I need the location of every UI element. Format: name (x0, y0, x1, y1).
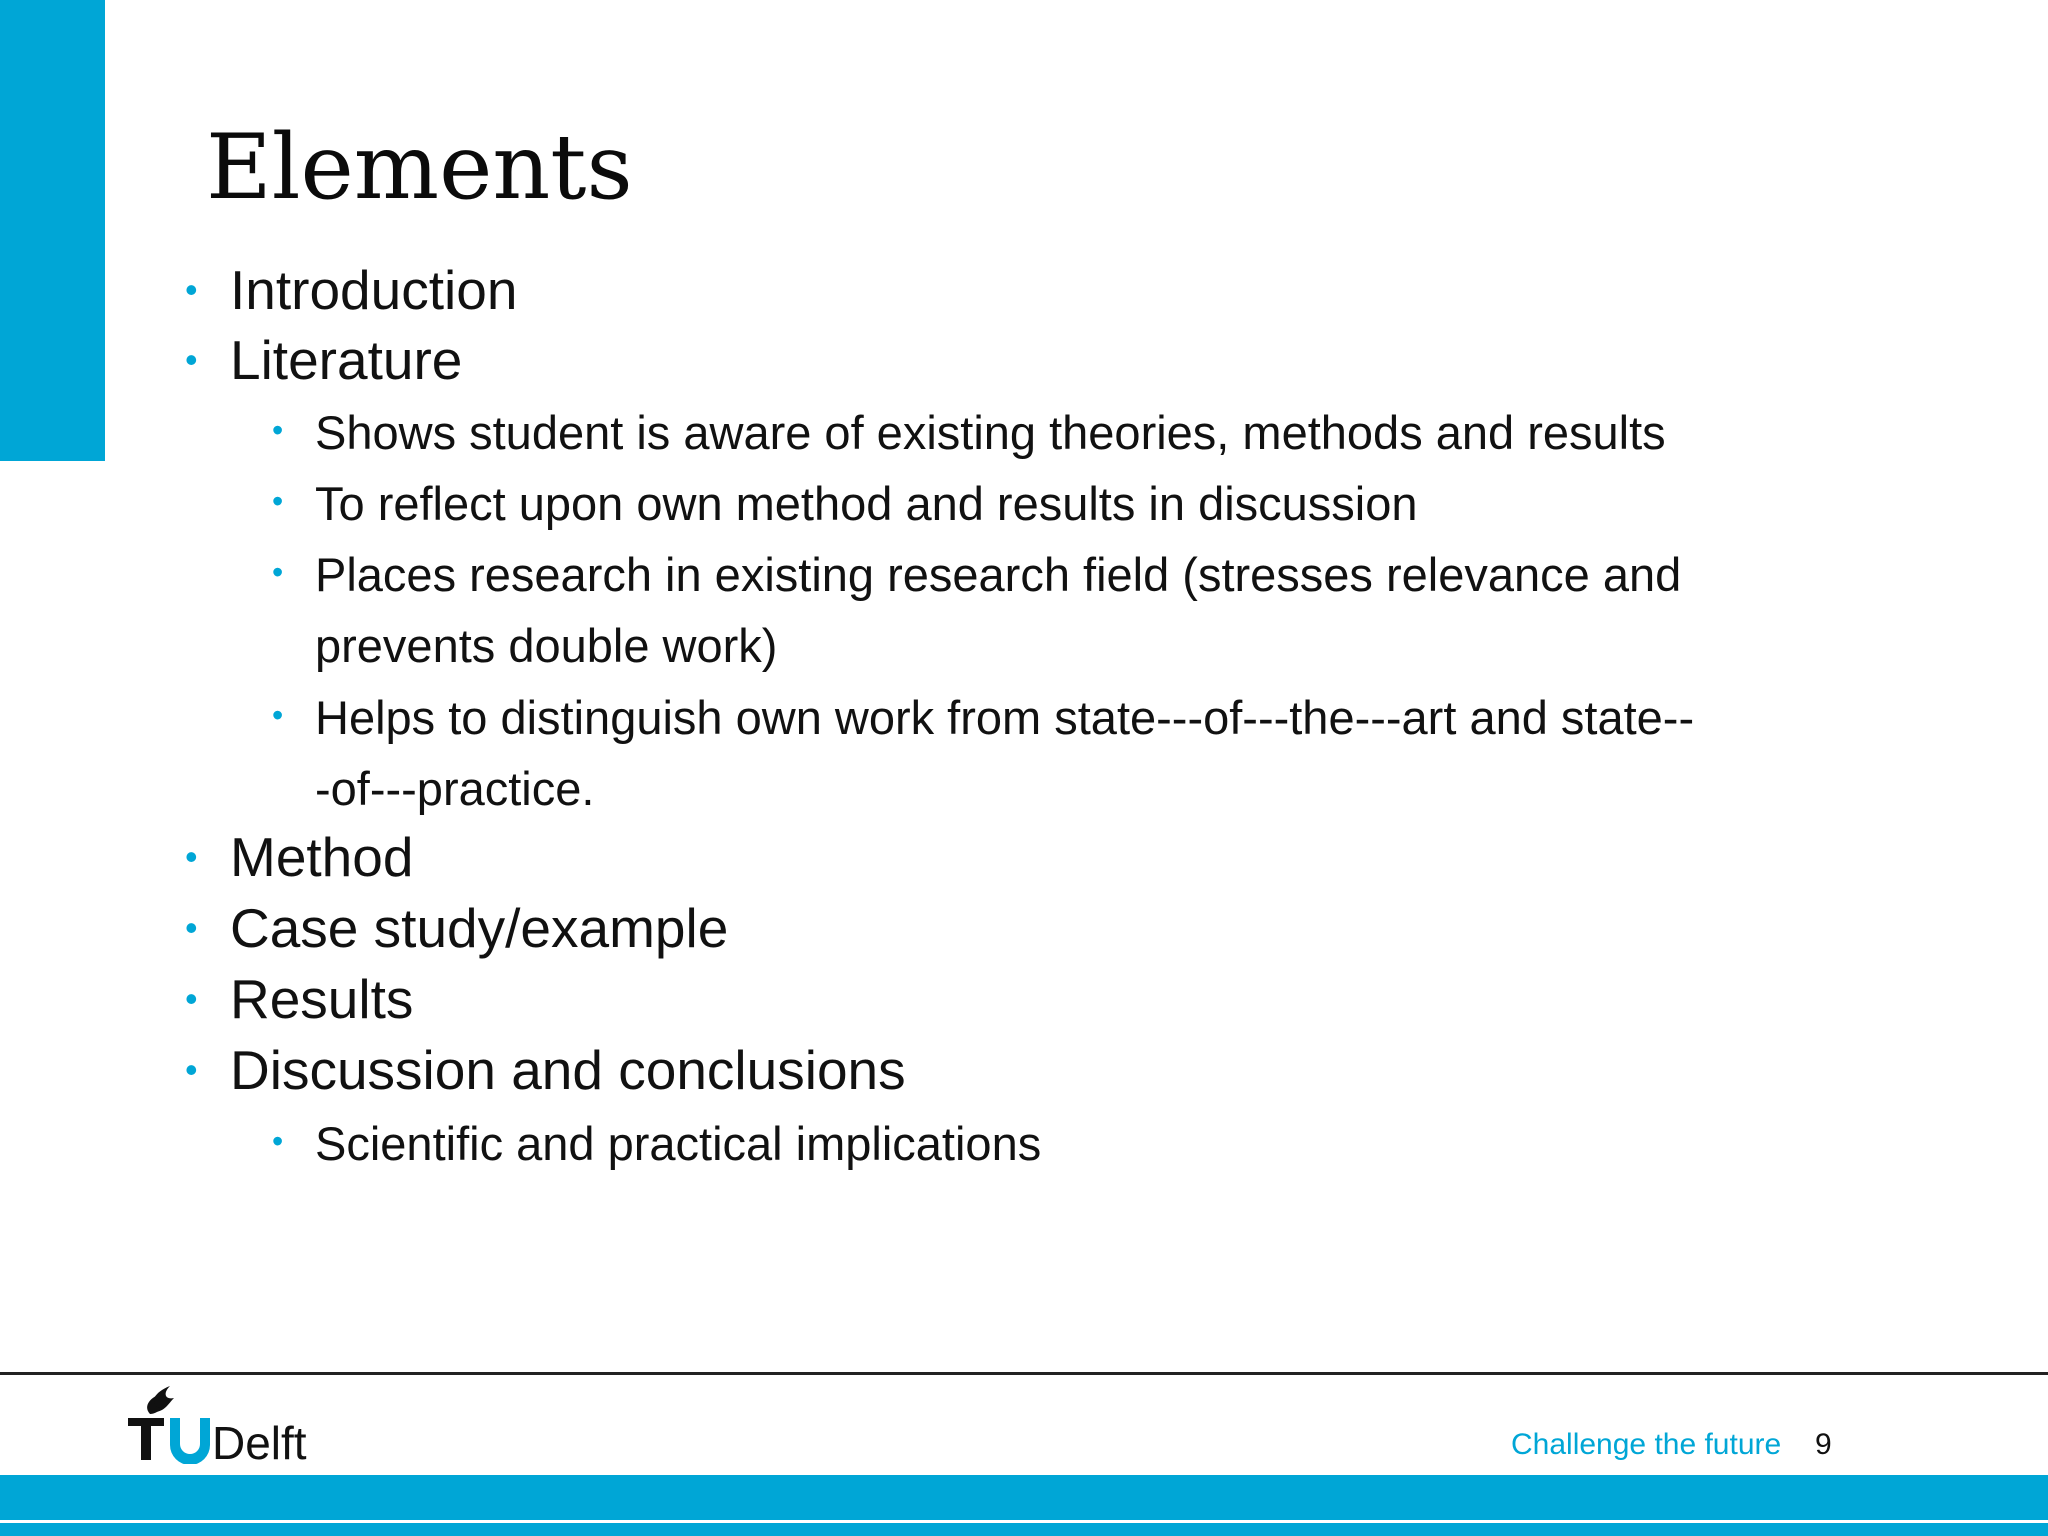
bullet-text: Introduction (230, 259, 518, 321)
bullet-item (185, 255, 518, 325)
page-number: 9 (1815, 1428, 1832, 1461)
sub-bullet-item (272, 468, 1815, 539)
sub-bullet-item (272, 682, 1695, 824)
bullet-text: Discussion and conclusions (230, 1039, 906, 1101)
bullet-dot-icon: • (185, 269, 198, 310)
sub-bullet-item (272, 1108, 1815, 1179)
bullet-dot-icon: • (185, 907, 198, 948)
bullet-item (185, 325, 463, 395)
bullet-text: To reflect upon own method and results in discussion (315, 477, 1418, 530)
bullet-dot-icon: • (185, 339, 198, 380)
bullet-text: Literature (230, 329, 463, 391)
svg-text:Delft: Delft (212, 1417, 307, 1464)
footer-band (0, 1475, 2048, 1520)
bullet-item (185, 893, 729, 963)
footer-divider (0, 1372, 2048, 1375)
bullet-text: Places research in existing research field (stresses relevance and prevents double work) (315, 548, 1682, 672)
tu-delft-logo-icon (126, 1382, 336, 1464)
bullet-text: Shows student is aware of existing theories, methods and results (315, 406, 1666, 459)
bullet-item (185, 964, 414, 1034)
bullet-dot-icon: • (185, 836, 198, 877)
bullet-text: Results (230, 968, 414, 1030)
bullet-item (185, 1035, 906, 1105)
bullet-text: Scientific and practical implications (315, 1117, 1042, 1170)
tu-delft-logo (126, 1382, 336, 1464)
bullet-dot-icon: • (272, 412, 284, 448)
sub-bullet-item (272, 539, 1755, 681)
tagline: Challenge the future (1511, 1428, 1782, 1461)
bullet-dot-icon: • (185, 1049, 198, 1090)
sub-bullet-item (272, 397, 1815, 468)
bullet-dot-icon: • (272, 697, 284, 733)
bullet-text: Case study/example (230, 897, 729, 959)
bullet-dot-icon: • (272, 1123, 284, 1159)
bullet-dot-icon: • (272, 483, 284, 519)
slide-title: Elements (206, 115, 633, 220)
bullet-item (185, 822, 414, 892)
footer-band-thin (0, 1523, 2048, 1536)
bullet-text: Method (230, 826, 414, 888)
bullet-text: Helps to distinguish own work from state---of---the---art and state---of---practice. (315, 691, 1695, 815)
bullet-dot-icon: • (185, 978, 198, 1019)
bullet-dot-icon: • (272, 554, 284, 590)
